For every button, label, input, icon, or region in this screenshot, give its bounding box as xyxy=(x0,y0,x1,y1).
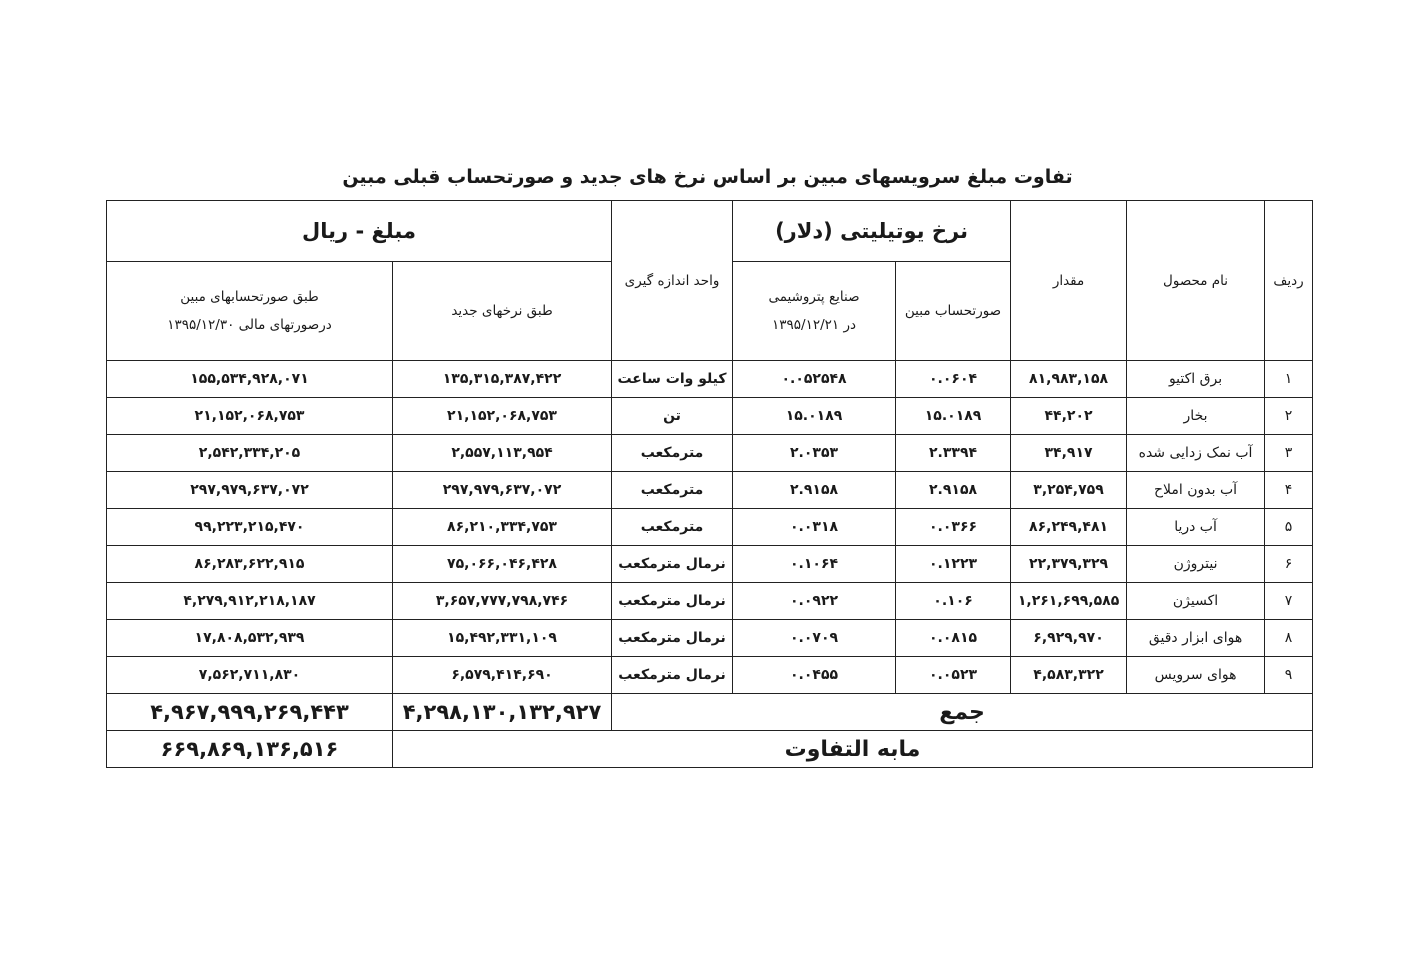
quantity: ۸۶,۲۴۹,۴۸۱ xyxy=(1011,509,1127,546)
rate-petrochemical: ۰.۰۷۰۹ xyxy=(733,620,896,657)
quantity: ۱,۲۶۱,۶۹۹,۵۸۵ xyxy=(1011,583,1127,620)
quantity: ۴,۵۸۳,۳۲۲ xyxy=(1011,657,1127,694)
product-name: آب نمک زدایی شده xyxy=(1127,435,1265,472)
table-row xyxy=(107,472,1313,509)
rate-mobin: ۱۵.۰۱۸۹ xyxy=(896,398,1011,435)
rate-petrochemical: ۰.۰۵۲۵۴۸ xyxy=(733,361,896,398)
row-number: ۵ xyxy=(1265,509,1313,546)
rate-mobin: ۲.۳۳۹۴ xyxy=(896,435,1011,472)
header-rate-petrochemical-line2: در ۱۳۹۵/۱۲/۲۱ xyxy=(772,317,856,333)
amount-invoice: ۷,۵۶۲,۷۱۱,۸۳۰ xyxy=(107,657,393,694)
table-row xyxy=(107,361,1313,398)
amount-new-rates: ۳,۶۵۷,۷۷۷,۷۹۸,۷۴۶ xyxy=(393,583,612,620)
header-quantity: مقدار xyxy=(1011,201,1127,361)
total-row xyxy=(107,694,1313,731)
unit: مترمکعب xyxy=(612,509,733,546)
row-number: ۴ xyxy=(1265,472,1313,509)
quantity: ۲۲,۳۷۹,۳۲۹ xyxy=(1011,546,1127,583)
difference-amount: ۶۶۹,۸۶۹,۱۳۶,۵۱۶ xyxy=(107,731,393,768)
rate-petrochemical: ۲.۰۳۵۳ xyxy=(733,435,896,472)
header-amount-new-rates: طبق نرخهای جدید xyxy=(393,262,612,361)
product-name: برق اکتیو xyxy=(1127,361,1265,398)
header-amount-invoices-line2: درصورتهای مالی ۱۳۹۵/۱۲/۳۰ xyxy=(167,317,332,333)
product-name: آب بدون املاح xyxy=(1127,472,1265,509)
amount-invoice: ۸۶,۲۸۳,۶۲۲,۹۱۵ xyxy=(107,546,393,583)
unit: نرمال مترمکعب xyxy=(612,583,733,620)
quantity: ۳۴,۹۱۷ xyxy=(1011,435,1127,472)
table-row xyxy=(107,398,1313,435)
amount-new-rates: ۸۶,۲۱۰,۳۳۴,۷۵۳ xyxy=(393,509,612,546)
comparison-table xyxy=(106,200,1313,768)
unit: تن xyxy=(612,398,733,435)
unit: مترمکعب xyxy=(612,435,733,472)
amount-invoice: ۹۹,۲۲۳,۲۱۵,۴۷۰ xyxy=(107,509,393,546)
quantity: ۳,۲۵۴,۷۵۹ xyxy=(1011,472,1127,509)
rate-mobin: ۰.۱۰۶ xyxy=(896,583,1011,620)
unit: نرمال مترمکعب xyxy=(612,546,733,583)
difference-row xyxy=(107,731,1313,768)
header-rate-mobin: صورتحساب مبین xyxy=(896,262,1011,361)
unit: کیلو وات ساعت xyxy=(612,361,733,398)
header-rate-petrochemical-line1: صنایع پتروشیمی xyxy=(768,289,860,305)
header-rate-petrochemical xyxy=(733,262,896,361)
amount-new-rates: ۲,۵۵۷,۱۱۳,۹۵۴ xyxy=(393,435,612,472)
amount-invoice: ۱۷,۸۰۸,۵۳۲,۹۳۹ xyxy=(107,620,393,657)
table-row xyxy=(107,435,1313,472)
row-number: ۳ xyxy=(1265,435,1313,472)
rate-petrochemical: ۰.۰۴۵۵ xyxy=(733,657,896,694)
product-name: هوای ابزار دقیق xyxy=(1127,620,1265,657)
rate-mobin: ۰.۰۵۲۳ xyxy=(896,657,1011,694)
header-row-number: ردیف xyxy=(1265,201,1313,361)
header-row-top xyxy=(107,201,1313,262)
quantity: ۸۱,۹۸۳,۱۵۸ xyxy=(1011,361,1127,398)
row-number: ۱ xyxy=(1265,361,1313,398)
amount-invoice: ۴,۲۷۹,۹۱۲,۲۱۸,۱۸۷ xyxy=(107,583,393,620)
total-amount-invoice: ۴,۹۶۷,۹۹۹,۲۶۹,۴۴۳ xyxy=(107,694,393,731)
rate-petrochemical: ۲.۹۱۵۸ xyxy=(733,472,896,509)
product-name: اکسیژن xyxy=(1127,583,1265,620)
amount-new-rates: ۱۵,۴۹۲,۳۳۱,۱۰۹ xyxy=(393,620,612,657)
product-name: آب دریا xyxy=(1127,509,1265,546)
amount-new-rates: ۶,۵۷۹,۴۱۴,۶۹۰ xyxy=(393,657,612,694)
table-row xyxy=(107,657,1313,694)
row-number: ۶ xyxy=(1265,546,1313,583)
unit: نرمال مترمکعب xyxy=(612,657,733,694)
unit: نرمال مترمکعب xyxy=(612,620,733,657)
table-row xyxy=(107,509,1313,546)
product-name: بخار xyxy=(1127,398,1265,435)
header-amount-invoices xyxy=(107,262,393,361)
amount-invoice: ۲,۵۴۲,۳۳۴,۲۰۵ xyxy=(107,435,393,472)
row-number: ۹ xyxy=(1265,657,1313,694)
amount-invoice: ۲۱,۱۵۲,۰۶۸,۷۵۳ xyxy=(107,398,393,435)
rate-mobin: ۰.۰۳۶۶ xyxy=(896,509,1011,546)
amount-new-rates: ۲۱,۱۵۲,۰۶۸,۷۵۳ xyxy=(393,398,612,435)
rate-mobin: ۰.۰۸۱۵ xyxy=(896,620,1011,657)
rate-petrochemical: ۰.۱۰۶۴ xyxy=(733,546,896,583)
row-number: ۸ xyxy=(1265,620,1313,657)
product-name: هوای سرویس xyxy=(1127,657,1265,694)
product-name: نیتروژن xyxy=(1127,546,1265,583)
rate-mobin: ۲.۹۱۵۸ xyxy=(896,472,1011,509)
amount-invoice: ۱۵۵,۵۳۴,۹۲۸,۰۷۱ xyxy=(107,361,393,398)
rate-petrochemical: ۱۵.۰۱۸۹ xyxy=(733,398,896,435)
table-row xyxy=(107,583,1313,620)
header-utility-rate: نرخ یوتیلیتی (دلار) xyxy=(733,201,1011,262)
total-amount-new-rates: ۴,۲۹۸,۱۳۰,۱۳۲,۹۲۷ xyxy=(393,694,612,731)
difference-label: مابه التفاوت xyxy=(393,731,1313,768)
table-row xyxy=(107,620,1313,657)
row-number: ۲ xyxy=(1265,398,1313,435)
amount-new-rates: ۷۵,۰۶۶,۰۴۶,۴۲۸ xyxy=(393,546,612,583)
unit: مترمکعب xyxy=(612,472,733,509)
document-title: تفاوت مبلغ سرویسهای مبین بر اساس نرخ های جدید و صورتحساب قبلی مبین xyxy=(342,166,1073,188)
header-unit: واحد اندازه گیری xyxy=(612,201,733,361)
header-amount-rial: مبلغ - ریال xyxy=(107,201,612,262)
quantity: ۴۴,۲۰۲ xyxy=(1011,398,1127,435)
total-label: جمع xyxy=(612,694,1313,731)
rate-petrochemical: ۰.۰۹۲۲ xyxy=(733,583,896,620)
quantity: ۶,۹۲۹,۹۷۰ xyxy=(1011,620,1127,657)
amount-new-rates: ۱۳۵,۳۱۵,۳۸۷,۴۲۲ xyxy=(393,361,612,398)
amount-invoice: ۲۹۷,۹۷۹,۶۳۷,۰۷۲ xyxy=(107,472,393,509)
rate-petrochemical: ۰.۰۳۱۸ xyxy=(733,509,896,546)
row-number: ۷ xyxy=(1265,583,1313,620)
rate-mobin: ۰.۰۶۰۴ xyxy=(896,361,1011,398)
header-product-name: نام محصول xyxy=(1127,201,1265,361)
header-amount-invoices-line1: طبق صورتحسابهای مبین xyxy=(180,289,319,305)
amount-new-rates: ۲۹۷,۹۷۹,۶۳۷,۰۷۲ xyxy=(393,472,612,509)
rate-mobin: ۰.۱۲۲۳ xyxy=(896,546,1011,583)
table-row xyxy=(107,546,1313,583)
